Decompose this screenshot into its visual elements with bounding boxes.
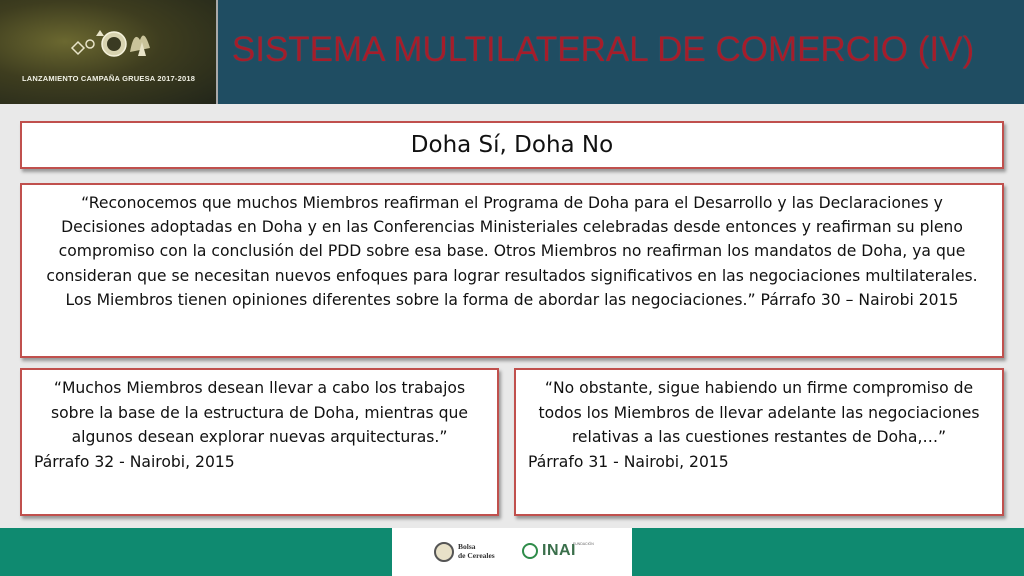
left-quote-box	[20, 368, 499, 516]
inai-logo-icon	[522, 543, 538, 559]
slide-title: SISTEMA MULTILATERAL DE COMERCIO (IV)	[231, 30, 975, 69]
left-quote-text: “Muchos Miembros desean llevar a cabo los trabajos sobre la base de la estructura de Doha, mientras que algunos desean explorar nuevas arquitecturas.”	[51, 379, 468, 447]
main-quote-text: “Reconocemos que muchos Miembros reafirman el Programa de Doha para el Desarrollo y las Declaraciones y Decisiones adoptadas en Doha y en las Conferencias Ministeriales celebradas desde entonces y reafirman su pleno compromiso con la conclusión del PDD sobre esa base. Otros Miembros no reafirman los mandatos de Doha, ya que consideran que se necesitan nuevos enfoques para lograr resultados significativos en las negociaciones multilaterales. Los Miembros tienen opiniones diferentes sobre la forma de abordar las negociaciones.” Párrafo 30 – Nairobi 2015	[46, 194, 978, 309]
campaign-logo-icon	[68, 22, 158, 62]
bolsa-cereales-label	[458, 542, 495, 560]
left-quote-reference: Párrafo 32 - Nairobi, 2015	[34, 452, 235, 471]
campaign-logo-panel	[0, 0, 218, 104]
bolsa-line-2: de Cereales	[458, 551, 495, 560]
slide-header	[0, 0, 1024, 104]
inai-small-text: FUNDACIÓN	[573, 542, 594, 546]
campaign-caption: LANZAMIENTO CAMPAÑA GRUESA 2017-2018	[22, 74, 196, 83]
sponsor-logos	[392, 528, 632, 576]
slide-footer	[0, 528, 1024, 576]
bolsa-line-1: Bolsa	[458, 542, 476, 551]
right-quote-text: “No obstante, sigue habiendo un firme compromiso de todos los Miembros de llevar adelante las negociaciones relativas a las cuestiones restantes de Doha,…”	[538, 379, 980, 447]
right-quote-reference: Párrafo 31 - Nairobi, 2015	[528, 452, 729, 471]
bolsa-cereales-logo-icon	[434, 542, 454, 562]
inai-label: INAI	[542, 542, 576, 559]
right-quote-box	[514, 368, 1004, 516]
subtitle-text: Doha Sí, Doha No	[410, 132, 614, 158]
main-quote-box	[20, 183, 1004, 358]
subtitle-box	[20, 121, 1004, 169]
